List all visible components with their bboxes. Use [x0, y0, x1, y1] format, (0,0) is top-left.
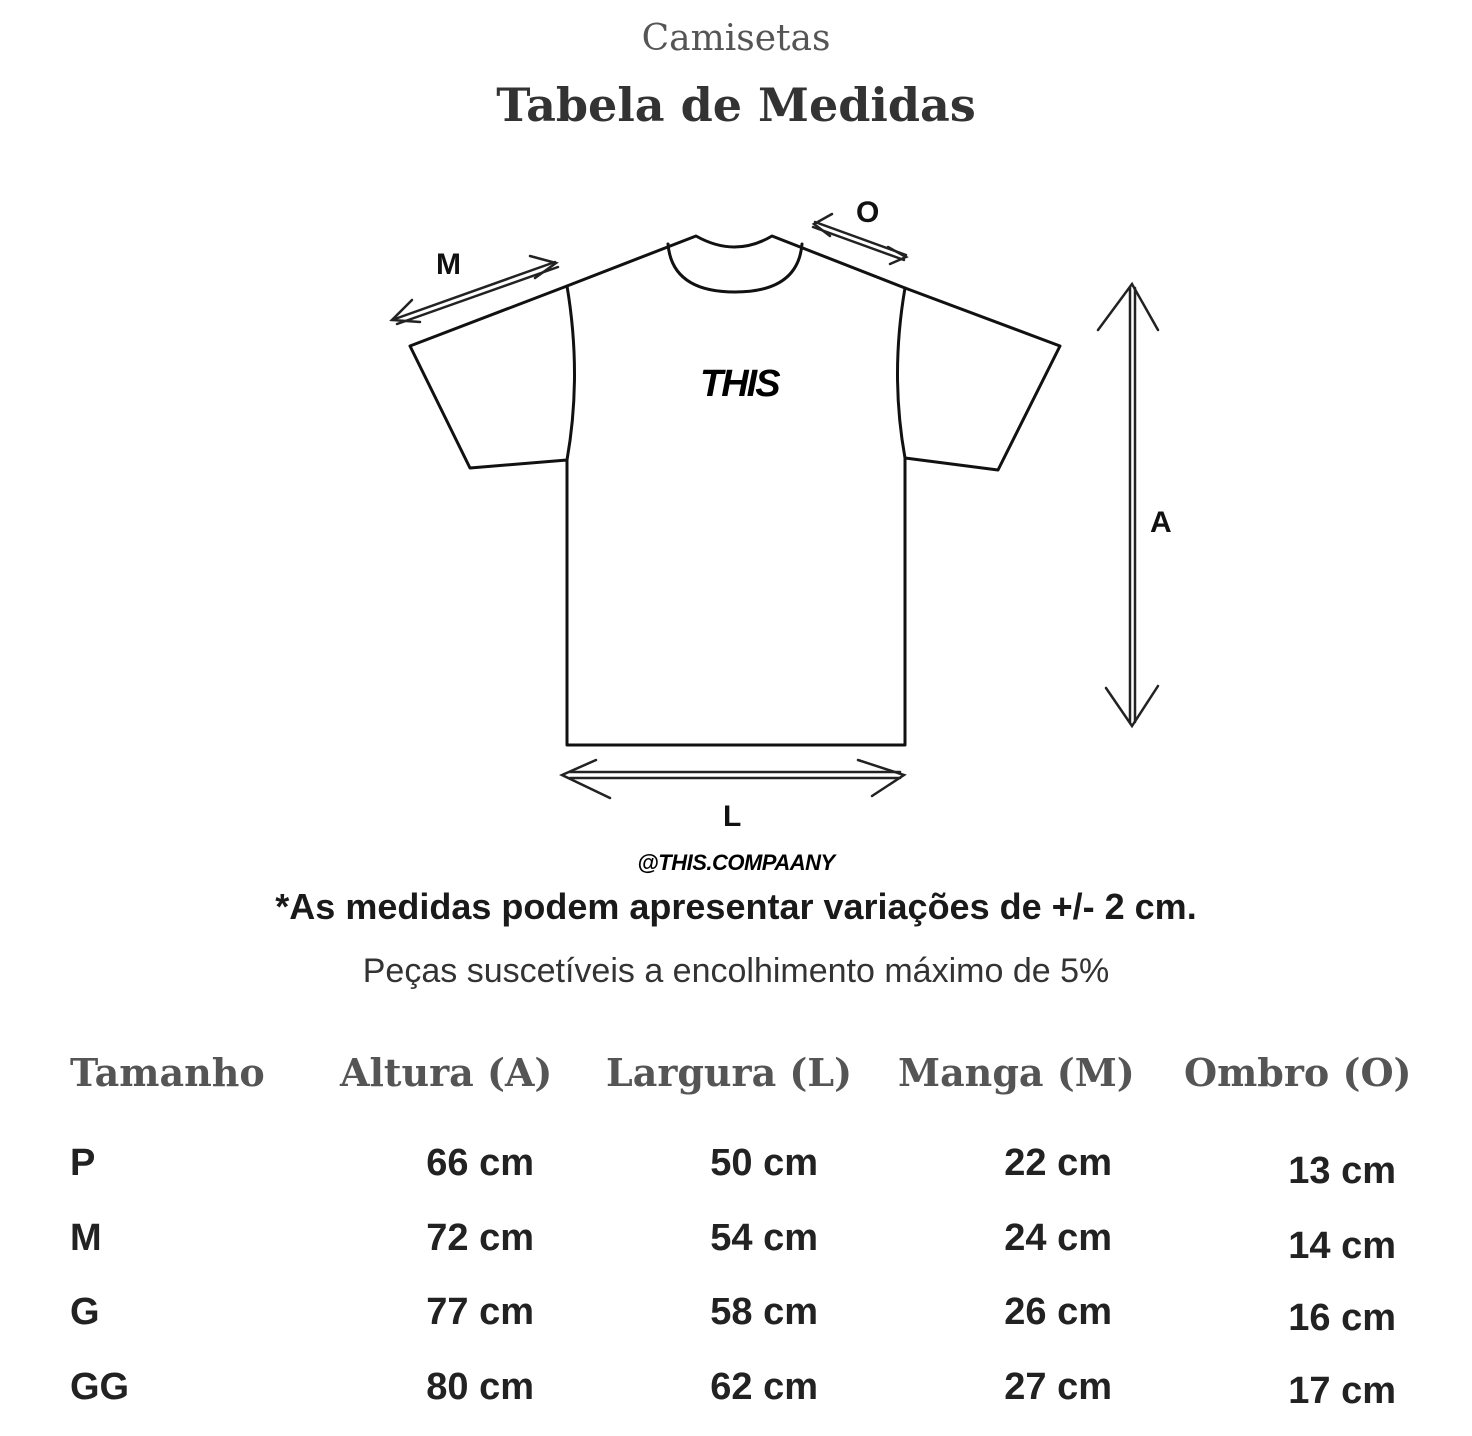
height-label: A [1150, 506, 1172, 539]
table-cell-largura: 54 cm [710, 1217, 818, 1259]
table-row-size: M [70, 1217, 102, 1259]
table-cell-ombro: 14 cm [1288, 1225, 1396, 1267]
header-ombro: Ombro (O) [1184, 1050, 1412, 1095]
table-cell-manga: 26 cm [1004, 1291, 1112, 1333]
width-arrow [562, 760, 904, 798]
header-tamanho: Tamanho [70, 1050, 265, 1095]
shoulder-label: O [856, 196, 880, 229]
shrinkage-note: Peças suscetíveis a encolhimento máximo de 5% [362, 952, 1110, 990]
table-row-size: P [70, 1142, 96, 1184]
table-cell-manga: 24 cm [1004, 1217, 1112, 1259]
table-row-size: GG [70, 1366, 130, 1408]
header-altura: Altura (A) [340, 1050, 553, 1095]
table-cell-ombro: 16 cm [1288, 1297, 1396, 1339]
table-cell-ombro: 13 cm [1288, 1150, 1396, 1192]
tshirt-collar [668, 244, 802, 292]
social-handle: @THIS.COMPAANY [637, 850, 835, 875]
left-sleeve-seam [567, 286, 575, 460]
table-cell-manga: 22 cm [1004, 1142, 1112, 1184]
brand-logo: THIS [700, 363, 779, 405]
header-largura: Largura (L) [606, 1050, 853, 1095]
sleeve-label: M [436, 248, 461, 281]
table-cell-largura: 50 cm [710, 1142, 818, 1184]
table-cell-altura: 80 cm [426, 1366, 534, 1408]
table-cell-altura: 66 cm [426, 1142, 534, 1184]
table-row-size: G [70, 1291, 100, 1333]
table-cell-largura: 58 cm [710, 1291, 818, 1333]
page-title: Tabela de Medidas [496, 78, 976, 132]
tshirt-outline [410, 236, 1060, 745]
table-cell-altura: 77 cm [426, 1291, 534, 1333]
table-cell-manga: 27 cm [1004, 1366, 1112, 1408]
variation-note: *As medidas podem apresentar variações de +/- 2 cm. [275, 886, 1197, 927]
table-cell-largura: 62 cm [710, 1366, 818, 1408]
table-cell-altura: 72 cm [426, 1217, 534, 1259]
width-label: L [723, 800, 742, 833]
right-sleeve-seam [898, 288, 906, 458]
header-manga: Manga (M) [898, 1050, 1135, 1095]
page-subtitle: Camisetas [641, 18, 831, 59]
sleeve-arrow [392, 256, 558, 324]
table-cell-ombro: 17 cm [1288, 1370, 1396, 1412]
height-arrow [1098, 284, 1158, 726]
